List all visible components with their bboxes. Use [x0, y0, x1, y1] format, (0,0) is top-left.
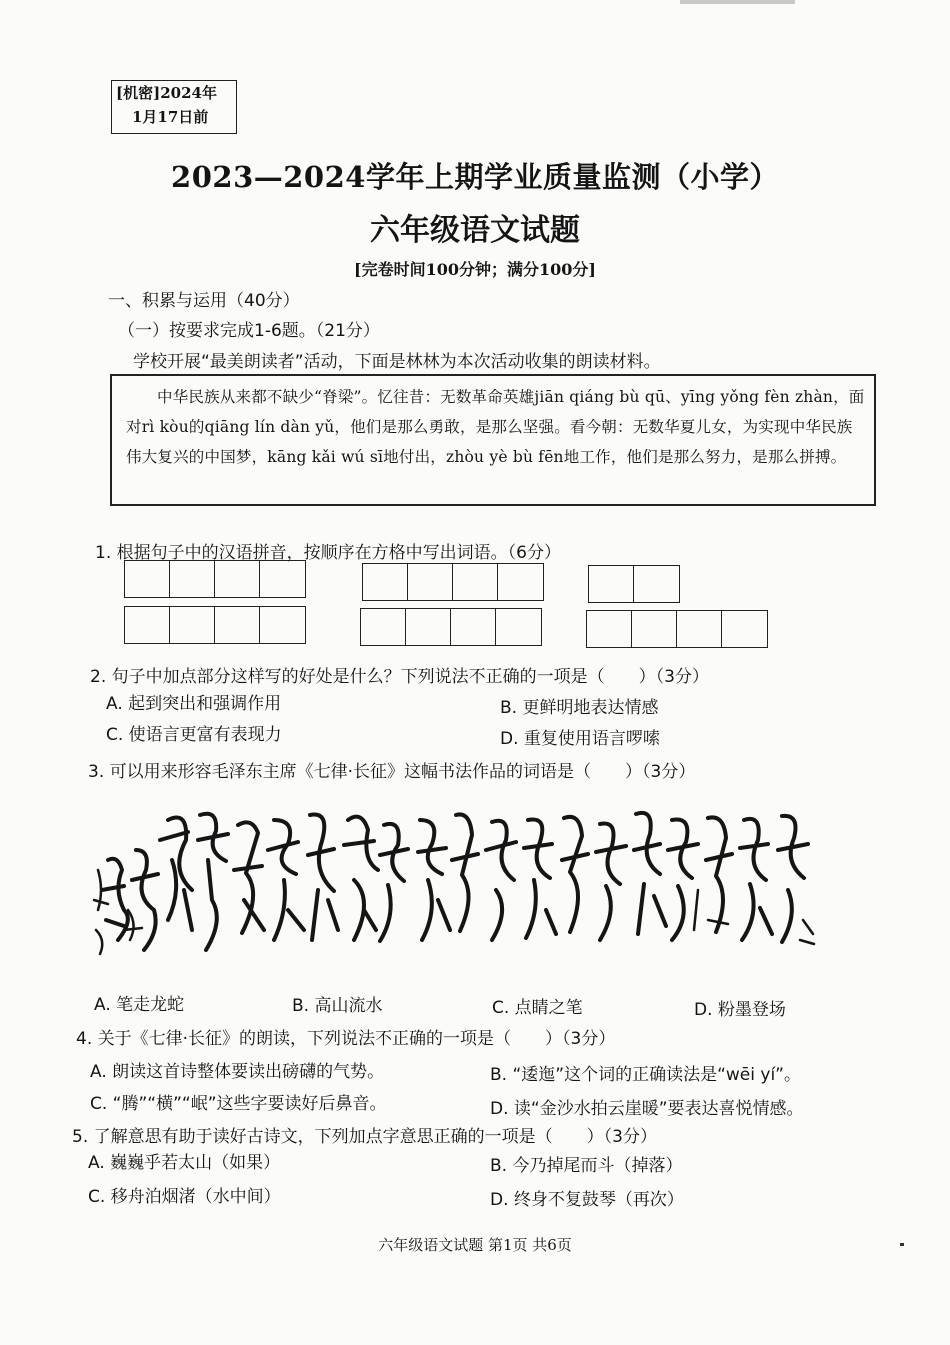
- q2-option-b[interactable]: B. 更鲜明地表达情感: [500, 698, 659, 718]
- q4-option-b[interactable]: B. “逶迤”这个词的正确读法是“wēi yí”。: [490, 1065, 801, 1085]
- page-footer: 六年级语文试题 第1页 共6页: [378, 1236, 572, 1254]
- exam-time-info: [完卷时间100分钟；满分100分]: [354, 260, 596, 279]
- answer-grid-2[interactable]: [362, 563, 544, 601]
- question-4: 4. 关于《七律·长征》的朗读，下列说法不正确的一项是（ ）（3分）: [76, 1029, 616, 1049]
- question-1: 1. 根据句子中的汉语拼音，按顺序在方格中写出词语。（6分）: [95, 543, 561, 563]
- q5-option-c[interactable]: C. 移舟泊烟渚（水中间）: [88, 1187, 281, 1207]
- exam-title: 2023—2024学年上期学业质量监测（小学）: [171, 160, 779, 194]
- section-heading: 一、积累与运用（40分）: [108, 291, 300, 311]
- answer-grid-1[interactable]: [124, 560, 306, 598]
- question-2: 2. 句子中加点部分这样写的好处是什么？下列说法不正确的一项是（ ）（3分）: [90, 667, 709, 687]
- q5-option-b[interactable]: B. 今乃掉尾而斗（掉落）: [490, 1156, 683, 1176]
- q4-option-c[interactable]: C. “腾”“横”“岷”这些字要读好后鼻音。: [90, 1094, 387, 1114]
- exam-subtitle: 六年级语文试题: [370, 213, 580, 248]
- question-3: 3. 可以用来形容毛泽东主席《七律·长征》这幅书法作品的词语是（ ）（3分）: [88, 762, 696, 782]
- answer-grid-3[interactable]: [588, 565, 680, 603]
- q3-option-a[interactable]: A. 笔走龙蛇: [94, 995, 185, 1015]
- q3-option-d[interactable]: D. 粉墨登场: [694, 1000, 786, 1020]
- q2-option-c[interactable]: C. 使语言更富有表现力: [106, 725, 282, 745]
- reading-passage: 中华民族从来都不缺少“脊梁”。忆往昔：无数革命英雄jiān qiáng bù qū、yīng yǒng fèn zhàn，面对rì kòu的qiāng lín dàn yǔ，他们是那么勇敢，是那么坚强。看今朝：无数华夏儿女，为实现中华民族伟大复兴的中国梦，kāng kǎi wú sī地付出，zhòu yè bù fēn地工作，他们是那么努力，是那么拼搏。: [126, 388, 865, 466]
- q5-option-d[interactable]: D. 终身不复鼓琴（再次）: [490, 1190, 684, 1210]
- part-heading: （一）按要求完成1-6题。（21分）: [118, 321, 380, 341]
- q2-option-d[interactable]: D. 重复使用语言啰嗦: [500, 729, 660, 749]
- passage-intro: 学校开展“最美朗读者”活动，下面是林林为本次活动收集的朗读材料。: [133, 352, 661, 372]
- q5-option-a[interactable]: A. 巍巍乎若太山（如果）: [88, 1153, 281, 1173]
- calligraphy-artwork: [88, 800, 828, 965]
- reading-passage-box: [110, 374, 876, 506]
- answer-grid-6[interactable]: [586, 610, 768, 648]
- confidential-stamp: [111, 80, 237, 134]
- q2-option-a[interactable]: A. 起到突出和强调作用: [106, 694, 282, 714]
- stamp-line-2: 1月17日前: [132, 108, 209, 126]
- question-5: 5. 了解意思有助于读好古诗文，下列加点字意思正确的一项是（ ）（3分）: [72, 1127, 657, 1147]
- q3-option-b[interactable]: B. 高山流水: [292, 996, 383, 1016]
- stamp-line-1: [机密]2024年: [116, 84, 217, 102]
- q4-option-a[interactable]: A. 朗读这首诗整体要读出磅礴的气势。: [90, 1062, 385, 1082]
- scan-edge-mark: [680, 0, 795, 4]
- answer-grid-4[interactable]: [124, 606, 306, 644]
- q3-option-c[interactable]: C. 点睛之笔: [492, 998, 583, 1018]
- scan-speck: [900, 1243, 904, 1246]
- q4-option-d[interactable]: D. 读“金沙水拍云崖暖”要表达喜悦情感。: [490, 1099, 804, 1119]
- answer-grid-5[interactable]: [360, 608, 542, 646]
